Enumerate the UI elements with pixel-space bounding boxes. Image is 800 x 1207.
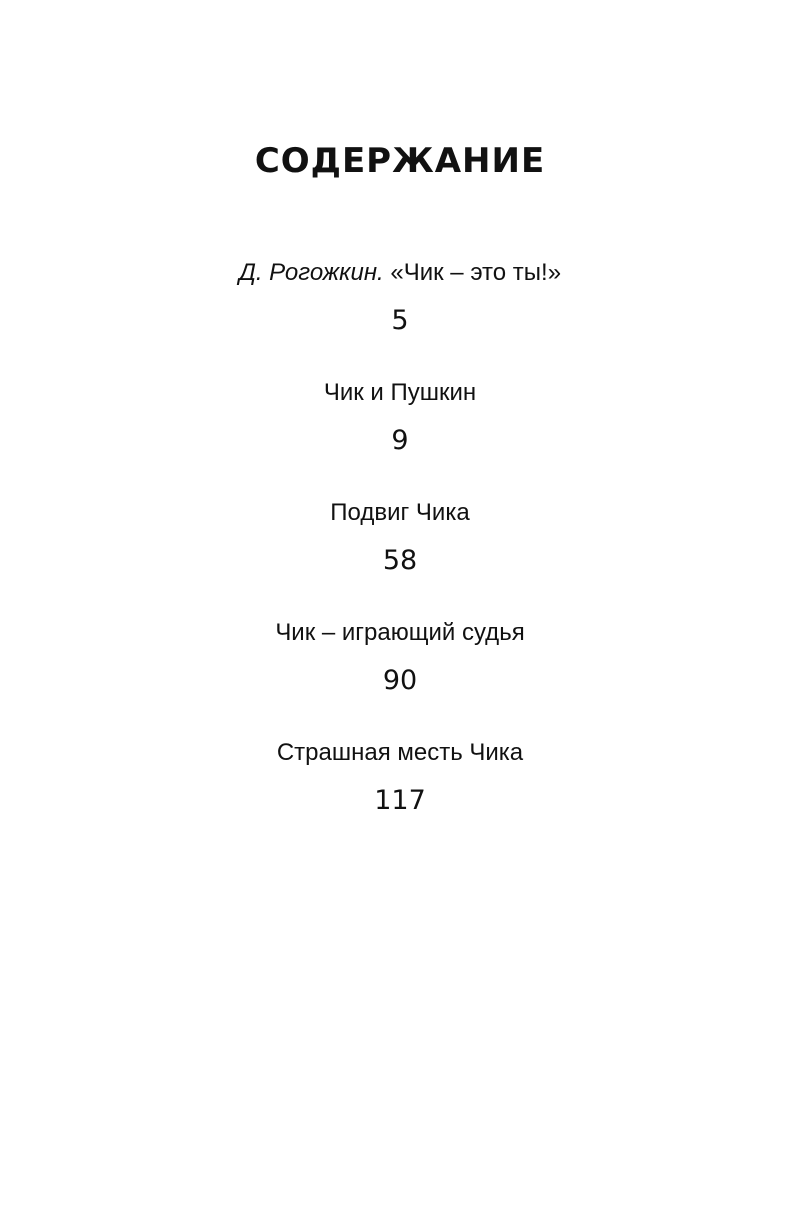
toc-entry-title: Чик – играющий судья (275, 619, 525, 646)
toc-entry-page: 117 (374, 785, 426, 816)
toc-entry-page: 58 (382, 545, 418, 576)
toc-entry[interactable] (0, 610, 800, 730)
table-of-contents (0, 250, 800, 850)
toc-entry-title: Чик и Пушкин (323, 379, 477, 406)
toc-entry[interactable] (0, 730, 800, 850)
toc-entry[interactable] (0, 250, 800, 370)
toc-entry-heading (0, 250, 800, 296)
toc-entry-title: Подвиг Чика (330, 499, 470, 526)
toc-entry-title: Страшная месть Чика (276, 739, 524, 766)
toc-entry-author: Д. Рогожкин. (238, 259, 384, 286)
toc-entry-page: 5 (391, 305, 409, 336)
toc-entry-page: 9 (391, 425, 409, 456)
toc-entry[interactable] (0, 490, 800, 610)
toc-entry-title: «Чик – это ты!» (390, 259, 562, 286)
toc-entry[interactable] (0, 370, 800, 490)
page-title: СОДЕРЖАНИЕ (254, 140, 546, 181)
toc-entry-page: 90 (382, 665, 418, 696)
